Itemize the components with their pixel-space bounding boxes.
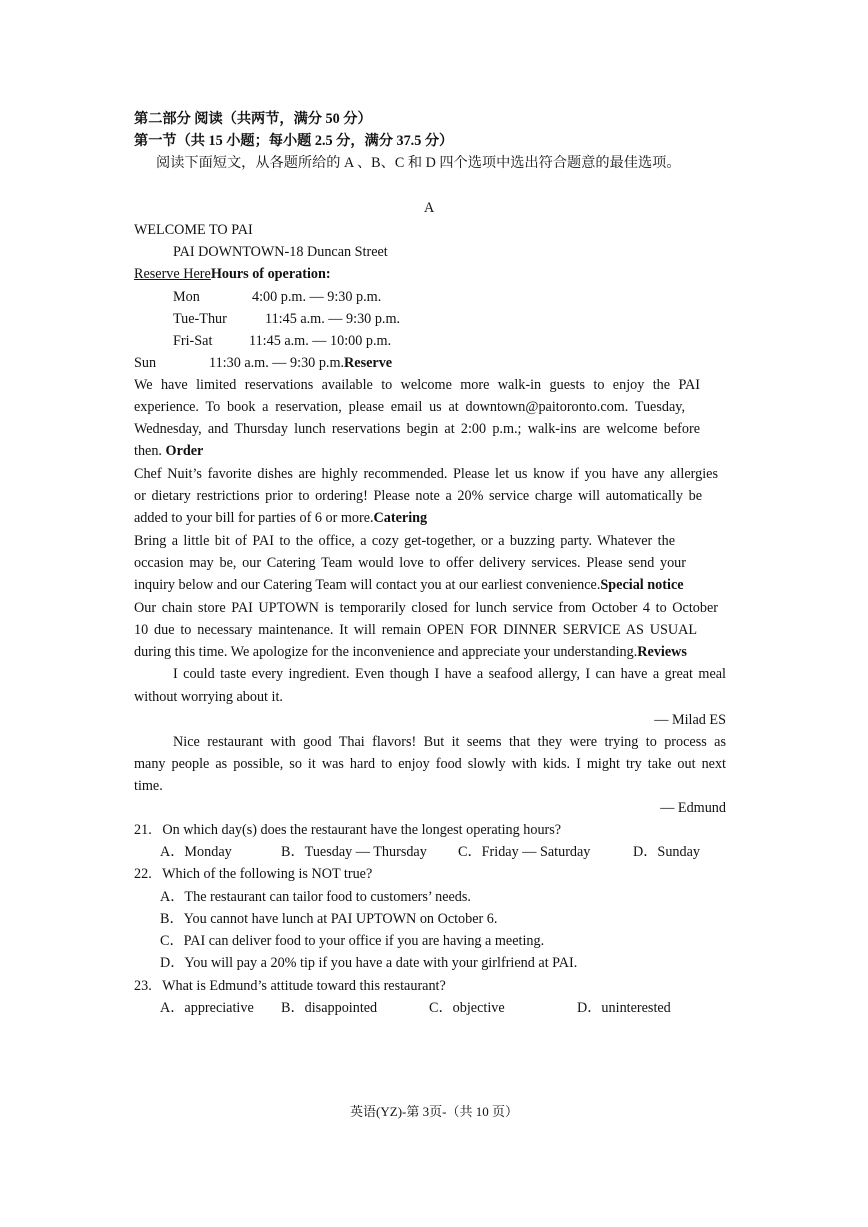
reviews-heading: Reviews <box>637 644 687 660</box>
reserve-link[interactable]: Reserve Here <box>134 266 211 282</box>
catering-end-line <box>134 574 684 596</box>
question-stem: 23. What is Edmund’s attitude toward this restaurant? <box>134 978 446 994</box>
review-text: many people as possible, so it was hard to enjoy food slowly with kids. I might try take out next <box>134 756 726 772</box>
catering-text: inquiry below and our Catering Team will contact you at our earliest convenience. <box>134 577 601 593</box>
hours-sun-line <box>209 352 392 374</box>
option-d[interactable]: D．Sunday <box>633 844 700 860</box>
reserve-heading: Reserve <box>344 355 393 371</box>
reserve-text: Wednesday, and Thursday lunch reservations begin at 2:00 p.m.; walk-ins are welcome before <box>134 421 700 437</box>
hours-day: Sun <box>134 355 157 371</box>
option-c[interactable]: C．Friday — Saturday <box>458 844 591 860</box>
reserve-text: then. <box>134 443 162 459</box>
catering-text: Bring a little bit of PAI to the office, a cozy get-together, or a buzzing party. Whatever the <box>134 533 675 549</box>
review-text: Nice restaurant with good Thai flavors! But it seems that they were trying to process as <box>173 734 726 750</box>
option-b[interactable]: B．disappointed <box>281 1000 378 1016</box>
hours-day: Tue-Thur <box>173 311 227 327</box>
option-a[interactable]: A．The restaurant can tailor food to customers’ needs. <box>160 889 471 905</box>
order-heading: Order <box>165 443 204 459</box>
option-b[interactable]: B．Tuesday — Thursday <box>281 844 427 860</box>
hours-time: 4:00 p.m. — 9:30 p.m. <box>252 289 382 305</box>
catering-heading: Catering <box>373 510 428 526</box>
review-text: time. <box>134 778 163 794</box>
order-text: added to your bill for parties of 6 or more. <box>134 510 374 526</box>
special-notice-heading: Special notice <box>600 577 684 593</box>
option-a[interactable]: A．appreciative <box>160 1000 254 1016</box>
special-text: Our chain store PAI UPTOWN is temporarily closed for lunch service from October 4 to October <box>134 600 718 616</box>
special-end-line <box>134 641 687 663</box>
hours-day: Fri-Sat <box>173 333 213 349</box>
special-text: during this time. We apologize for the inconvenience and appreciate your understanding. <box>134 644 638 660</box>
order-text: or dietary restrictions prior to ordering! Please note a 20% service charge will automatically be <box>134 488 702 504</box>
reserve-end-line <box>134 440 203 462</box>
option-c[interactable]: C．objective <box>429 1000 505 1016</box>
option-b[interactable]: B．You cannot have lunch at PAI UPTOWN on October 6. <box>160 911 498 927</box>
hours-heading: Hours of operation: <box>210 266 331 282</box>
page-footer: 英语(YZ)-第 3页-（共 10 页） <box>350 1104 518 1119</box>
instruction: 阅读下面短文，从各题所给的 A 、B、C 和 D 四个选项中选出符合题意的最佳选项。 <box>156 155 681 171</box>
option-c[interactable]: C．PAI can deliver food to your office if you are having a meeting. <box>160 933 545 949</box>
welcome-heading: WELCOME TO PAI <box>134 222 253 238</box>
review-text: without worrying about it. <box>134 689 283 705</box>
part-title: 第二部分 阅读（共两节，满分 50 分） <box>134 111 372 127</box>
order-end-line <box>134 507 427 529</box>
hours-time: 11:30 a.m. — 9:30 p.m. <box>209 355 345 371</box>
section-title: 第一节（共 15 小题；每小题 2.5 分，满分 37.5 分） <box>134 133 454 149</box>
hours-day: Mon <box>173 289 200 305</box>
review-text: I could taste every ingredient. Even though I have a seafood allergy, I can have a great meal <box>173 666 726 682</box>
reserve-hours-line <box>134 263 331 285</box>
catering-text: occasion may be, our Catering Team would love to offer delivery services. Please send your <box>134 555 686 571</box>
option-a[interactable]: A．Monday <box>160 844 232 860</box>
special-text: 10 due to necessary maintenance. It will remain OPEN FOR DINNER SERVICE AS USUAL <box>134 622 697 638</box>
reserve-text: We have limited reservations available to welcome more walk-in guests to enjoy the PAI <box>134 377 700 393</box>
location-line: PAI DOWNTOWN-18 Duncan Street <box>173 244 388 260</box>
passage-letter: A <box>424 200 435 216</box>
question-stem: 22. Which of the following is NOT true? <box>134 866 373 882</box>
option-d[interactable]: D．You will pay a 20% tip if you have a date with your girlfriend at PAI. <box>160 955 578 971</box>
hours-time: 11:45 a.m. — 10:00 p.m. <box>249 333 392 349</box>
order-text: Chef Nuit’s favorite dishes are highly recommended. Please let us know if you have any allergies <box>134 466 718 482</box>
question-stem: 21. On which day(s) does the restaurant have the longest operating hours? <box>134 822 562 838</box>
hours-time: 11:45 a.m. — 9:30 p.m. <box>265 311 401 327</box>
review-author: — Milad ES <box>654 712 726 728</box>
review-author: — Edmund <box>660 800 726 816</box>
reserve-text: experience. To book a reservation, please email us at downtown@paitoronto.com. Tuesday, <box>134 399 685 415</box>
option-d[interactable]: D．uninterested <box>577 1000 671 1016</box>
